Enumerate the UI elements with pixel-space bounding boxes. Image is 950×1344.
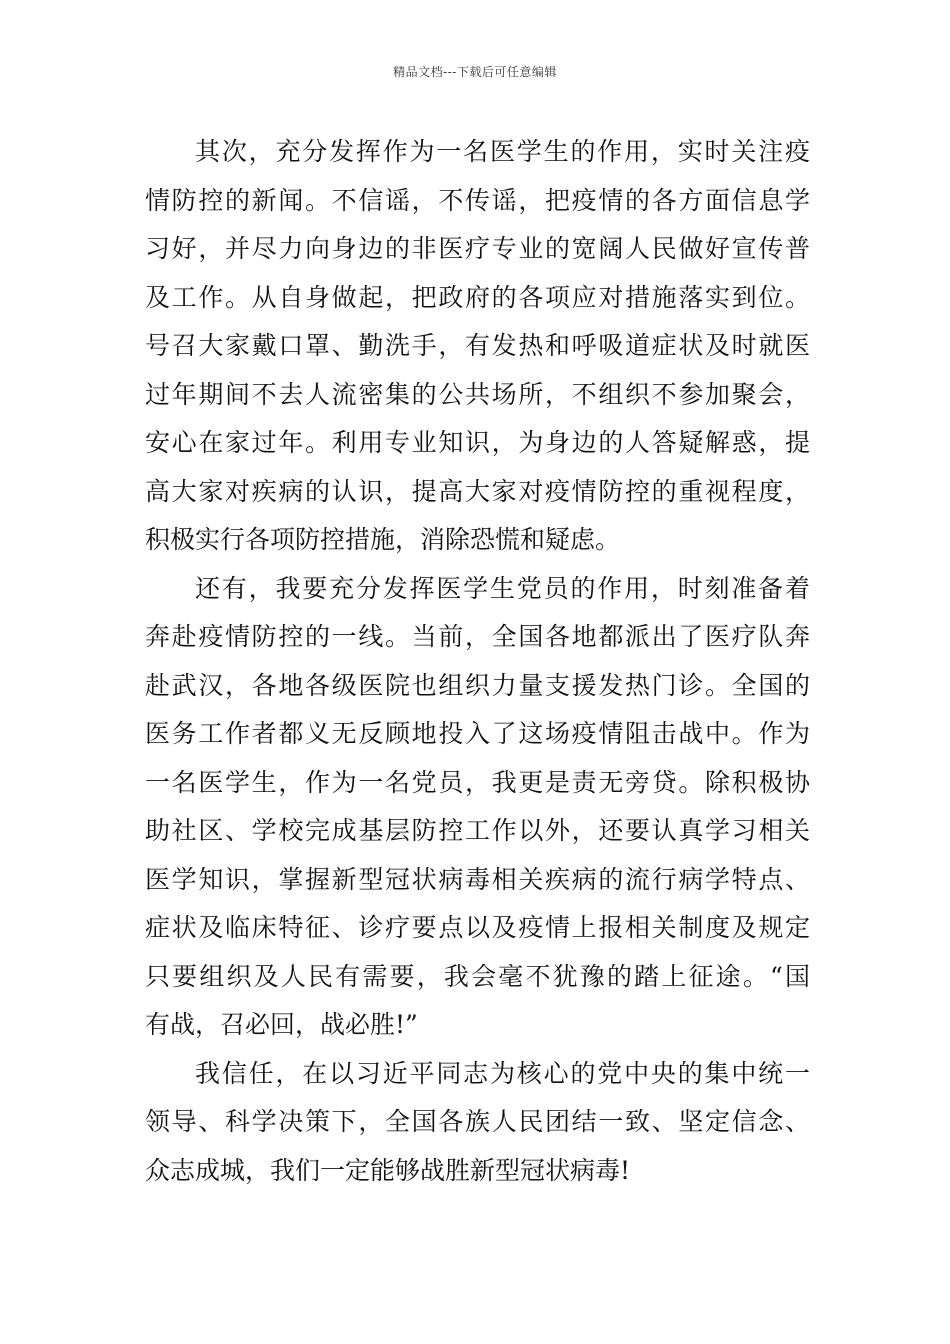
document-body — [145, 128, 810, 1195]
text-line: 只要组织及人民有需要，我会毫不犹豫的踏上征途。“国 — [145, 961, 810, 991]
text-line: 其次，充分发挥作为一名医学生的作用，实时关注疫 — [195, 137, 810, 166]
text-line: 习好，并尽力向身边的非医疗专业的宽阔人民做好宣传普 — [145, 234, 810, 263]
text-line: 奔赴疫情防控的一线。当前，全国各地都派出了医疗队奔 — [145, 622, 810, 651]
text-line: 一名医学生，作为一名党员，我更是责无旁贷。除积极协 — [145, 767, 810, 797]
text-line: 过年期间不去人流密集的公共场所，不组织不参加聚会， — [145, 379, 810, 409]
text-line: 我信任，在以习近平同志为核心的党中央的集中统一 — [195, 1058, 810, 1088]
text-line: 及工作。从自身做起，把政府的各项应对措施落实到位。 — [145, 282, 810, 312]
text-line: 症状及临床特征、诊疗要点以及疫情上报相关制度及规定 — [145, 913, 810, 942]
text-line: 安心在家过年。利用专业知识，为身边的人答疑解惑，提 — [145, 428, 810, 457]
text-line: 医学知识，掌握新型冠状病毒相关疾病的流行病学特点、 — [145, 864, 810, 894]
text-line: 积极实行各项防控措施，消除恐慌和疑虑。 — [145, 525, 621, 554]
text-line: 高大家对疾病的认识，提高大家对疫情防控的重视程度， — [145, 476, 810, 506]
paragraph-2 — [145, 565, 810, 1050]
text-line: 领导、科学决策下，全国各族人民团结一致、坚定信念、 — [145, 1107, 810, 1136]
text-line: 有战，召必回，战必胜!” — [145, 1010, 418, 1039]
text-line: 众志成城，我们一定能够战胜新型冠状病毒! — [145, 1155, 631, 1185]
text-line: 赴武汉，各地各级医院也组织力量支援发热门诊。全国的 — [145, 670, 810, 700]
paragraph-1 — [145, 128, 810, 565]
text-line: 情防控的新闻。不信谣，不传谣，把疫情的各方面信息学 — [145, 185, 810, 215]
paragraph-3 — [145, 1050, 810, 1196]
page-header: 精品文档---下载后可任意编辑 — [393, 65, 557, 79]
text-line: 医务工作者都义无反顾地投入了这场疫情阻击战中。作为 — [145, 719, 810, 748]
text-line: 助社区、学校完成基层防控工作以外，还要认真学习相关 — [145, 816, 810, 845]
text-line: 还有，我要充分发挥医学生党员的作用，时刻准备着 — [195, 573, 810, 603]
text-line: 号召大家戴口罩、勤洗手，有发热和呼吸道症状及时就医 — [145, 331, 810, 360]
